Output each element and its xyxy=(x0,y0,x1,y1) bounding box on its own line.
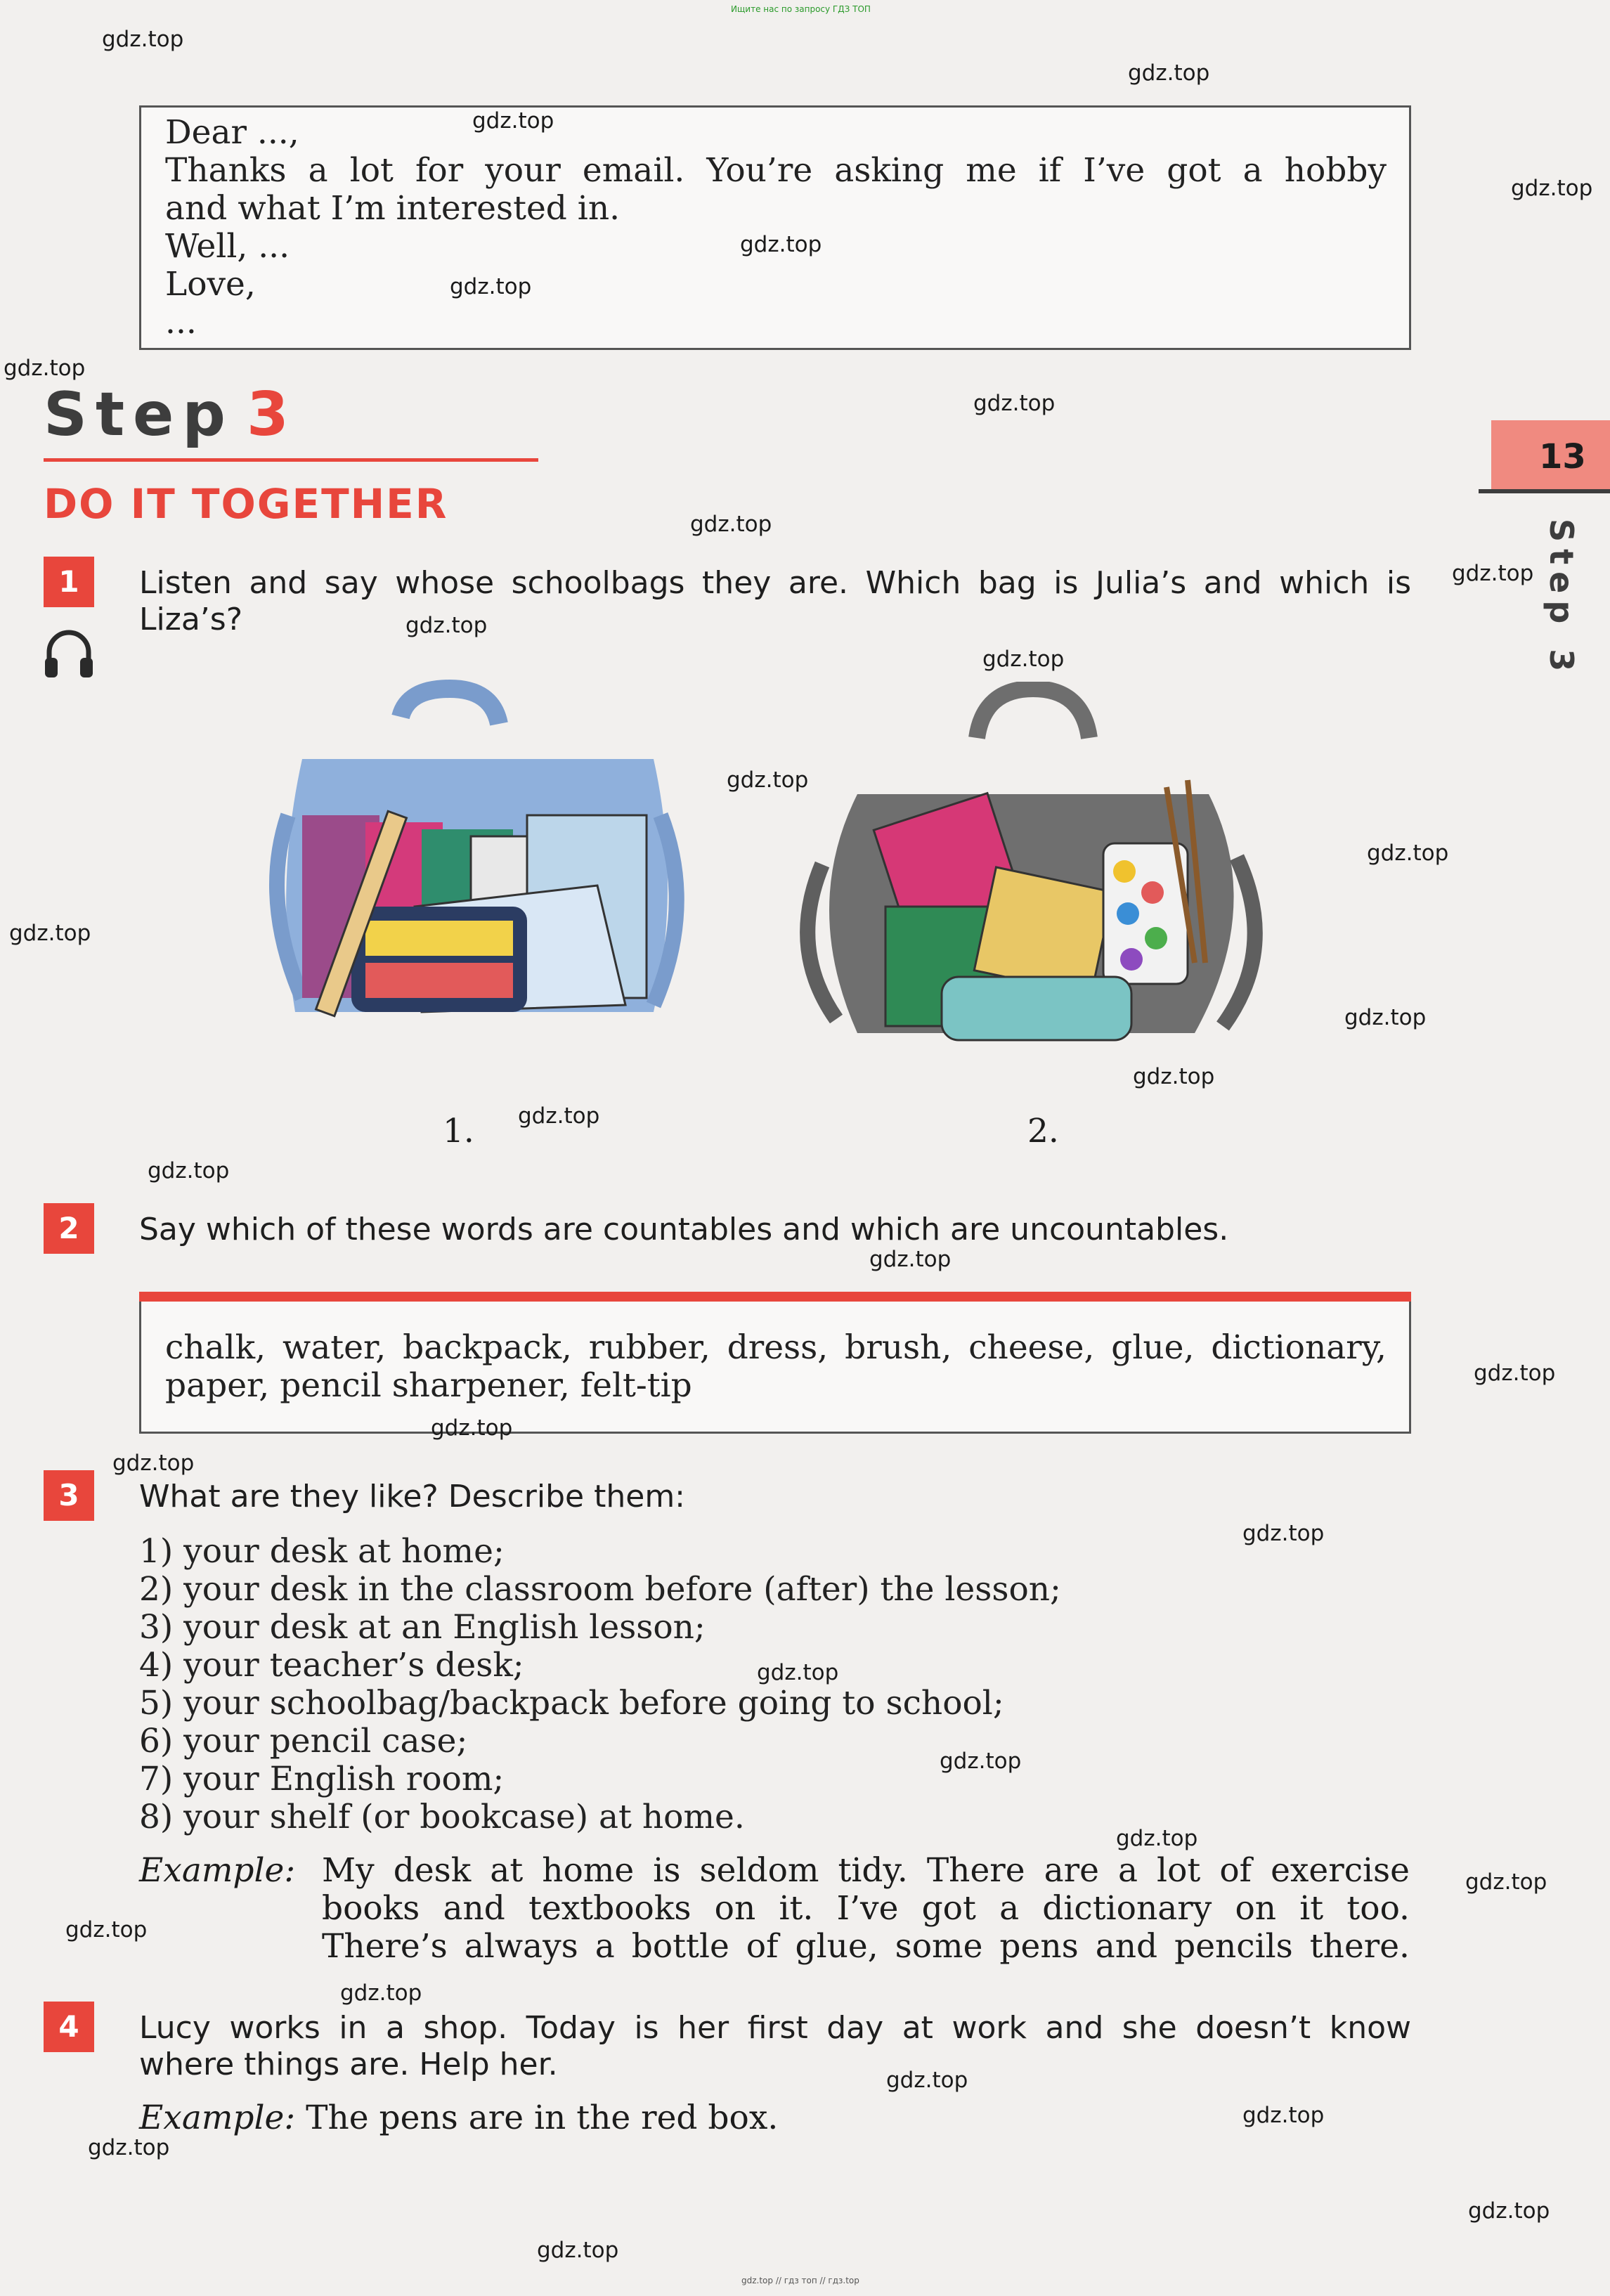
watermark: gdz.top xyxy=(973,391,1056,416)
watermark: gdz.top xyxy=(112,1451,195,1476)
exercise-4-example-label: Example: xyxy=(139,2099,296,2137)
word-box-accent-bar xyxy=(139,1292,1411,1302)
word-box xyxy=(139,1293,1411,1434)
watermark: gdz.top xyxy=(690,512,772,537)
headphones-icon xyxy=(41,625,97,682)
watermark: gdz.top xyxy=(4,356,86,381)
schoolbag-1-caption: 1. xyxy=(443,1112,474,1150)
watermark: gdz.top xyxy=(1128,60,1210,86)
watermark: gdz.top xyxy=(982,647,1065,672)
step-underline xyxy=(44,458,538,462)
watermark: gdz.top xyxy=(472,108,554,134)
list-item: 6) your pencil case; xyxy=(139,1722,468,1760)
watermark: gdz.top xyxy=(518,1103,600,1129)
list-item: 5) your schoolbag/backpack before going to school; xyxy=(139,1684,1004,1723)
watermark: gdz.top xyxy=(869,1247,952,1272)
exercise-2-instruction: Say which of these words are countables and which are uncountables. xyxy=(139,1212,1229,1247)
exercise-4-line-2: where things are. Help her. xyxy=(139,2047,558,2082)
watermark: gdz.top xyxy=(537,2238,619,2263)
watermark: gdz.top xyxy=(940,1749,1022,1774)
exercise-1-line-1: Listen and say whose schoolbags they are. Which bag is Julia’s and which is xyxy=(139,565,1411,601)
section-title: DO IT TOGETHER xyxy=(44,480,448,528)
word-list-line-1: chalk, water, backpack, rubber, dress, brush, cheese, glue, dictionary, xyxy=(165,1328,1387,1367)
list-item: 1) your desk at home; xyxy=(139,1532,505,1571)
watermark: gdz.top xyxy=(9,921,91,946)
step-word: Step xyxy=(44,380,234,450)
watermark: gdz.top xyxy=(65,1917,148,1942)
watermark: gdz.top xyxy=(148,1158,230,1183)
list-item: 4) your teacher’s desk; xyxy=(139,1646,524,1685)
exercise-1-badge: 1 xyxy=(44,557,94,607)
watermark: gdz.top xyxy=(740,232,822,257)
watermark: gdz.top xyxy=(1116,1826,1198,1851)
side-tab-line xyxy=(1479,489,1610,493)
watermark: gdz.top xyxy=(340,1980,422,2006)
top-notice: Ищите нас по запросу ГДЗ ТОП xyxy=(731,4,871,14)
word-list-line-2: paper, pencil sharpener, felt-tip xyxy=(165,1366,692,1405)
watermark: gdz.top xyxy=(1133,1064,1215,1089)
schoolbag-2-caption: 2. xyxy=(1027,1112,1059,1150)
watermark: gdz.top xyxy=(450,274,532,299)
letter-line-2: and what I’m interested in. xyxy=(165,189,621,228)
side-step-label: Step 3 xyxy=(1543,519,1580,679)
exercise-1-line-2: Liza’s? xyxy=(139,602,243,637)
list-item: 2) your desk in the classroom before (after) the lesson; xyxy=(139,1570,1061,1609)
letter-line-1: Thanks a lot for your email. You’re asking me if I’ve got a hobby xyxy=(165,151,1387,190)
watermark: gdz.top xyxy=(1367,841,1449,866)
watermark: gdz.top xyxy=(886,2068,968,2093)
watermark: gdz.top xyxy=(1344,1005,1427,1030)
list-item: 8) your shelf (or bookcase) at home. xyxy=(139,1798,745,1836)
watermark: gdz.top xyxy=(102,27,184,52)
exercise-4-line-1: Lucy works in a shop. Today is her first day at work and she doesn’t know xyxy=(139,2010,1411,2046)
watermark: gdz.top xyxy=(1452,561,1534,586)
watermark: gdz.top xyxy=(1511,176,1593,201)
watermark: gdz.top xyxy=(1242,1521,1325,1546)
watermark: gdz.top xyxy=(1468,2198,1550,2224)
page-number: 13 xyxy=(1539,437,1586,476)
watermark: gdz.top xyxy=(1474,1361,1556,1386)
schoolbag-1-illustration xyxy=(260,675,710,1082)
letter-line-3: Well, ... xyxy=(165,227,290,266)
watermark: gdz.top xyxy=(431,1415,513,1441)
step-title xyxy=(44,380,297,450)
list-item: 3) your desk at an English lesson; xyxy=(139,1608,706,1647)
exercise-3-example-line-1: My desk at home is seldom tidy. There are a lot of exercise xyxy=(322,1851,1410,1890)
exercise-3-example-line-2: books and textbooks on it. I’ve got a dictionary on it too. xyxy=(322,1889,1410,1928)
watermark: gdz.top xyxy=(1242,2103,1325,2128)
watermark: gdz.top xyxy=(405,613,488,638)
letter-salutation: Dear ..., xyxy=(165,113,299,152)
step-number: 3 xyxy=(246,380,297,450)
letter-box xyxy=(139,105,1411,350)
watermark: gdz.top xyxy=(757,1660,839,1685)
watermark: gdz.top xyxy=(1465,1869,1547,1895)
exercise-4-example-text: The pens are in the red box. xyxy=(306,2099,779,2137)
exercise-3-instruction: What are they like? Describe them: xyxy=(139,1479,686,1515)
list-item: 7) your English room; xyxy=(139,1760,505,1798)
exercise-2-badge: 2 xyxy=(44,1203,94,1254)
exercise-4-badge: 4 xyxy=(44,2002,94,2052)
bottom-notice: gdz.top // гдз топ // гдз.top xyxy=(741,2276,859,2285)
letter-closing: Love, xyxy=(165,265,256,304)
schoolbag-2-illustration xyxy=(773,682,1293,1075)
exercise-3-example-line-3: There’s always a bottle of glue, some pens and pencils there. xyxy=(322,1927,1410,1966)
watermark: gdz.top xyxy=(727,767,809,793)
exercise-4-example xyxy=(139,2099,778,2137)
exercise-3-example-label: Example: xyxy=(139,1851,296,1890)
letter-signature: ... xyxy=(165,303,197,342)
exercise-3-badge: 3 xyxy=(44,1470,94,1521)
watermark: gdz.top xyxy=(88,2135,170,2160)
